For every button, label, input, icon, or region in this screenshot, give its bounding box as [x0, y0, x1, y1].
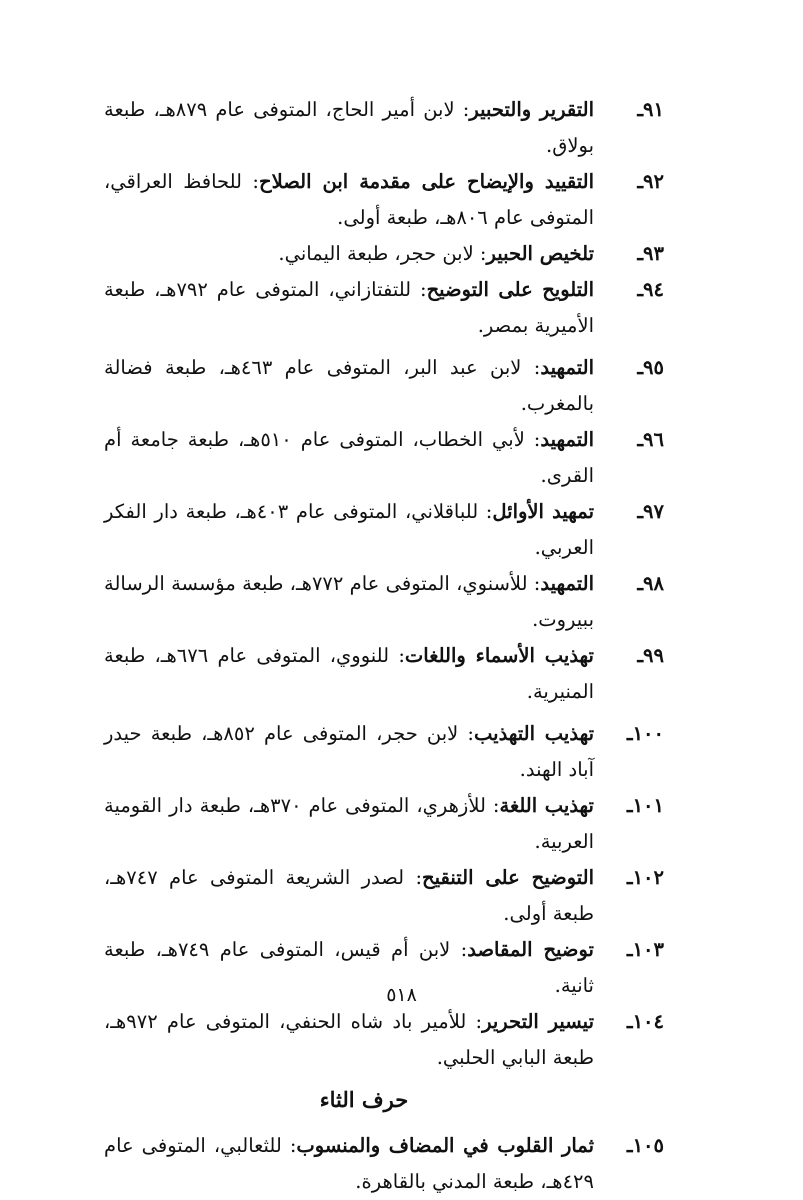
entry-title: تلخيص الحبير	[486, 242, 594, 265]
entry-title: التقرير والتحبير	[469, 98, 594, 121]
entry-title: توضيح المقاصد	[467, 938, 594, 961]
entry-title: تهذيب التهذيب	[474, 722, 594, 745]
entry-title: التمهيد	[540, 428, 594, 451]
entry-details: : للحافظ العراقي، المتوفى عام ٨٠٦هـ، طبعة أولى.	[104, 170, 594, 229]
entry-title: التلويح على التوضيح	[426, 278, 594, 301]
bibliography-entry-101	[104, 788, 664, 860]
entry-title: تهذيب اللغة	[499, 794, 594, 817]
section-heading: حرف الثاء	[319, 1087, 409, 1112]
entry-number: ٩٥ـ	[637, 356, 664, 379]
entry-title: تهذيب الأسماء واللغات	[404, 644, 594, 667]
entry-number: ٩٦ـ	[637, 428, 664, 451]
entry-number: ١٠٢ـ	[626, 866, 664, 889]
bibliography-entry-99	[104, 638, 664, 710]
entry-number: ١٠٤ـ	[626, 1010, 664, 1033]
bibliography-entry-97	[104, 494, 664, 566]
bibliography-entry-94	[104, 272, 664, 344]
entry-title: ثمار القلوب في المضاف والمنسوب	[296, 1134, 595, 1157]
bibliography-page	[104, 92, 664, 1200]
bibliography-entry-104	[104, 1004, 664, 1076]
entry-details: : لابن عبد البر، المتوفى عام ٤٦٣هـ، طبعة فضالة بالمغرب.	[104, 356, 594, 415]
entry-details: : للتفتازاني، المتوفى عام ٧٩٢هـ، طبعة الأميرية بمصر.	[104, 278, 594, 337]
entry-details: : للأمير باد شاه الحنفي، المتوفى عام ٩٧٢هـ، طبعة البابي الحلبي.	[104, 1010, 594, 1069]
entry-number: ١٠٥ـ	[626, 1134, 664, 1157]
entry-number: ١٠١ـ	[626, 794, 664, 817]
entry-number: ٩٧ـ	[637, 500, 664, 523]
bibliography-entry-92	[104, 164, 664, 236]
entry-title: التمهيد	[540, 356, 594, 379]
entry-number: ٩٨ـ	[637, 572, 664, 595]
entry-title: التمهيد	[540, 572, 595, 595]
bibliography-entry-100	[104, 716, 664, 788]
bibliography-entry-93	[104, 236, 664, 272]
entry-title: التوضيح على التنقيح	[422, 866, 595, 889]
entry-number: ٩١ـ	[637, 98, 664, 121]
entry-number: ١٠٣ـ	[626, 938, 664, 961]
entry-number: ١٠٠ـ	[626, 722, 664, 745]
entry-details: : لابن أمير الحاج، المتوفى عام ٨٧٩هـ، طبعة بولاق.	[104, 98, 594, 157]
entry-details: : لابن حجر، طبعة اليماني.	[278, 242, 487, 265]
entry-details: : للنووي، المتوفى عام ٦٧٦هـ، طبعة المنيرية.	[104, 644, 594, 703]
bibliography-entry-91	[104, 92, 664, 164]
entry-details: : للأسنوي، المتوفى عام ٧٧٢هـ، طبعة مؤسسة الرسالة ببيروت.	[104, 572, 594, 631]
entry-number: ٩٤ـ	[637, 278, 664, 301]
entry-number: ٩٣ـ	[637, 242, 664, 265]
entry-details: : للباقلاني، المتوفى عام ٤٠٣هـ، طبعة دار الفكر العربي.	[104, 500, 594, 559]
entry-details: : لصدر الشريعة المتوفى عام ٧٤٧هـ، طبعة أولى.	[104, 866, 594, 925]
entry-title: تمهيد الأوائل	[492, 500, 594, 523]
entry-details: : للأزهري، المتوفى عام ٣٧٠هـ، طبعة دار القومية العربية.	[104, 794, 594, 853]
entry-number: ٩٩ـ	[637, 644, 664, 667]
entry-number: ٩٢ـ	[637, 170, 664, 193]
entry-details: : للثعالبي، المتوفى عام ٤٢٩هـ، طبعة المدني بالقاهرة.	[104, 1134, 594, 1193]
entry-details: : لابن حجر، المتوفى عام ٨٥٢هـ، طبعة حيدر آباد الهند.	[104, 722, 594, 781]
entry-title: تيسير التحرير	[482, 1010, 594, 1033]
bibliography-entry-105	[104, 1128, 664, 1200]
bibliography-entry-102	[104, 860, 664, 932]
entry-title: التقييد والإيضاح على مقدمة ابن الصلاح	[259, 170, 594, 193]
bibliography-entry-98	[104, 566, 664, 638]
entry-details: : لابن أم قيس، المتوفى عام ٧٤٩هـ، طبعة ثانية.	[104, 938, 594, 997]
bibliography-entry-96	[104, 422, 664, 494]
page-number: ٥١٨	[386, 984, 417, 1006]
bibliography-entry-95	[104, 350, 664, 422]
entry-details: : لأبي الخطاب، المتوفى عام ٥١٠هـ، طبعة جامعة أم القرى.	[104, 428, 594, 487]
